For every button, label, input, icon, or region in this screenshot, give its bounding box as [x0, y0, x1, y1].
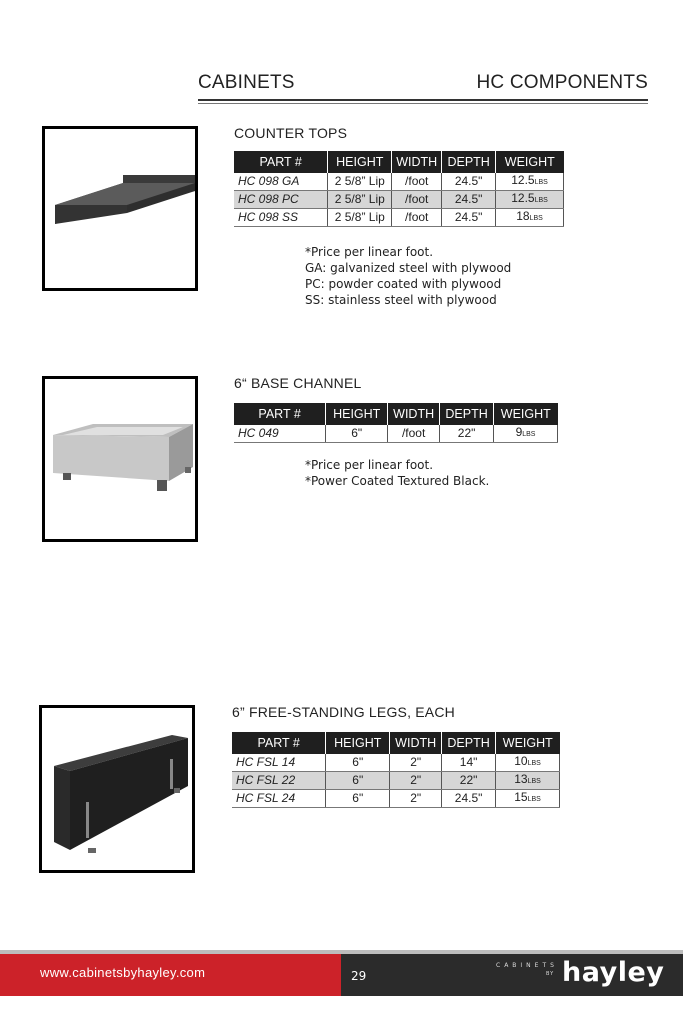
- weight-unit: LBS: [534, 197, 548, 204]
- table-row: [234, 173, 564, 191]
- table-header-row: [232, 732, 560, 754]
- section-title-base-channel: 6“ BASE CHANNEL: [234, 375, 362, 391]
- depth-value: 22": [440, 425, 494, 443]
- column-header: PART #: [232, 732, 326, 754]
- weight-value: [496, 173, 564, 191]
- counter-tops-table: [234, 151, 564, 227]
- part-number: HC 049: [234, 425, 326, 443]
- column-header: WEIGHT: [496, 151, 564, 173]
- base-channel-table: [234, 403, 558, 443]
- column-header: DEPTH: [442, 732, 496, 754]
- page-number: 29: [351, 969, 367, 983]
- column-header: PART #: [234, 403, 326, 425]
- header-left-title: CABINETS: [198, 72, 295, 93]
- column-header: WIDTH: [392, 151, 442, 173]
- part-number: HC FSL 22: [232, 772, 326, 790]
- brand-logo-cabinets: CABINETS: [496, 962, 558, 969]
- column-header: WEIGHT: [494, 403, 558, 425]
- column-header: DEPTH: [442, 151, 496, 173]
- base-channel-image: [42, 376, 198, 542]
- part-number: HC FSL 14: [232, 754, 326, 772]
- base-channel-notes: [305, 457, 489, 489]
- weight-number: 15: [514, 790, 528, 804]
- header-right-title: HC COMPONENTS: [476, 72, 648, 93]
- column-header: HEIGHT: [326, 403, 388, 425]
- table-header-row: [234, 403, 558, 425]
- weight-value: [496, 754, 560, 772]
- depth-value: 22": [442, 772, 496, 790]
- column-header: WIDTH: [390, 732, 442, 754]
- height-value: 6": [326, 754, 390, 772]
- column-header: PART #: [234, 151, 328, 173]
- counter-tops-notes: [305, 244, 511, 308]
- table-row: [232, 754, 560, 772]
- page-header: [198, 72, 648, 106]
- column-header: WEIGHT: [496, 732, 560, 754]
- width-value: 2": [390, 754, 442, 772]
- weight-value: [496, 191, 564, 209]
- depth-value: 24.5": [442, 790, 496, 808]
- weight-unit: LBS: [534, 179, 548, 186]
- height-value: 2 5/8” Lip: [328, 173, 392, 191]
- width-value: 2": [390, 772, 442, 790]
- weight-value: [496, 772, 560, 790]
- table-row: [234, 191, 564, 209]
- part-number: HC FSL 24: [232, 790, 326, 808]
- part-number: HC 098 GA: [234, 173, 328, 191]
- weight-number: 13: [514, 772, 528, 786]
- table-row: [232, 772, 560, 790]
- page-footer: [0, 954, 683, 996]
- free-standing-legs-illustration: [42, 708, 192, 870]
- depth-value: 14": [442, 754, 496, 772]
- section-title-counter-tops: COUNTER TOPS: [234, 125, 348, 141]
- note-line: *Power Coated Textured Black.: [305, 474, 490, 488]
- width-value: /foot: [392, 191, 442, 209]
- weight-unit: LBS: [527, 760, 541, 767]
- depth-value: 24.5": [442, 191, 496, 209]
- weight-unit: LBS: [527, 796, 541, 803]
- brand-logo-hayley: hayley: [562, 957, 665, 988]
- depth-value: 24.5": [442, 173, 496, 191]
- weight-unit: LBS: [522, 431, 536, 438]
- weight-unit: LBS: [529, 215, 543, 222]
- part-number: HC 098 PC: [234, 191, 328, 209]
- weight-number: 12.5: [511, 191, 535, 205]
- weight-number: 10: [514, 754, 528, 768]
- width-value: /foot: [392, 173, 442, 191]
- free-standing-legs-image: [39, 705, 195, 873]
- counter-top-illustration: [45, 129, 195, 288]
- weight-number: 12.5: [511, 173, 535, 187]
- section-title-free-standing-legs: 6” FREE-STANDING LEGS, EACH: [232, 704, 455, 720]
- header-rule-thin: [198, 103, 648, 104]
- column-header: HEIGHT: [326, 732, 390, 754]
- column-header: WIDTH: [388, 403, 440, 425]
- height-value: 6": [326, 425, 388, 443]
- table-row: [234, 425, 558, 443]
- table-row: [234, 209, 564, 227]
- note-line: GA: galvanized steel with plywood: [305, 261, 512, 275]
- note-line: *Price per linear foot.: [305, 245, 434, 259]
- table-row: [232, 790, 560, 808]
- weight-value: [496, 790, 560, 808]
- column-header: HEIGHT: [328, 151, 392, 173]
- width-value: 2": [390, 790, 442, 808]
- weight-number: 18: [516, 209, 530, 223]
- counter-top-image: [42, 126, 198, 291]
- height-value: 6": [326, 772, 390, 790]
- note-line: SS: stainless steel with plywood: [305, 293, 497, 307]
- free-standing-legs-table: [232, 732, 560, 808]
- width-value: /foot: [392, 209, 442, 227]
- column-header: DEPTH: [440, 403, 494, 425]
- header-rule: [198, 99, 648, 101]
- weight-value: [494, 425, 558, 443]
- width-value: /foot: [388, 425, 440, 443]
- height-value: 6": [326, 790, 390, 808]
- note-line: PC: powder coated with plywood: [305, 277, 502, 291]
- website-link[interactable]: www.cabinetsbyhayley.com: [40, 965, 206, 980]
- weight-number: 9: [515, 425, 523, 439]
- weight-value: [496, 209, 564, 227]
- note-line: *Price per linear foot.: [305, 458, 434, 472]
- height-value: 2 5/8” Lip: [328, 191, 392, 209]
- table-header-row: [234, 151, 564, 173]
- part-number: HC 098 SS: [234, 209, 328, 227]
- brand-logo-by: BY: [546, 971, 555, 977]
- weight-unit: LBS: [527, 778, 541, 785]
- height-value: 2 5/8” Lip: [328, 209, 392, 227]
- base-channel-illustration: [45, 379, 195, 539]
- depth-value: 24.5": [442, 209, 496, 227]
